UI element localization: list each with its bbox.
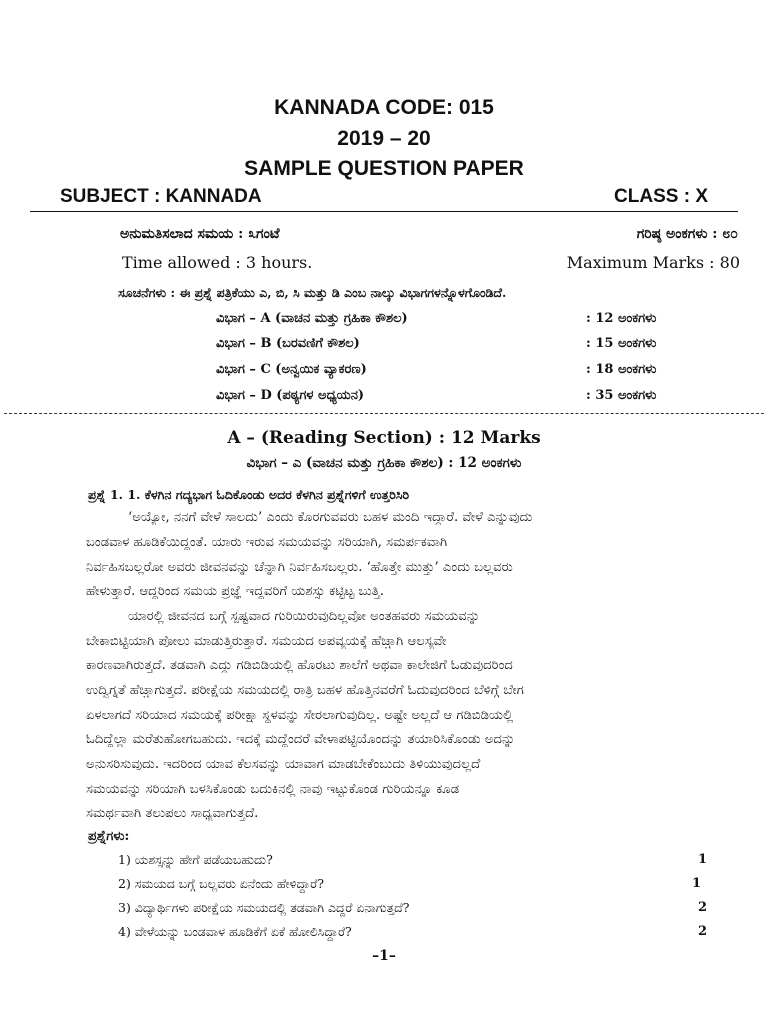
time-allowed-english: Time allowed : 3 hours. (122, 253, 313, 272)
question-item: 4) ವೇಳೆಯನ್ನು ಬಂಡವಾಳ ಹೂಡಿಕೆಗೆ ಏಕೆ ಹೋಲಿಸಿದ್ದಾರೆ? (118, 924, 352, 939)
section-a-title-english: A – (Reading Section) : 12 Marks (227, 428, 541, 448)
max-marks-english: Maximum Marks : 80 (566, 253, 740, 272)
section-c-marks: : 18 ಅಂಕಗಳು (586, 362, 657, 377)
question-item: 1) ಯಶಸ್ಸನ್ನು ಹೇಗೆ ಪಡೆಯಬಹುದು? (118, 852, 273, 867)
time-allowed-kannada: ಅನುಮತಿಸಲಾದ ಸಮಯ : ೩ಗಂಟೆ (120, 226, 280, 242)
passage-line: ಬಂಡವಾಳ ಹೂಡಿಕೆಯಿದ್ದಂತೆ. ಯಾರು ಇರುವ ಸಮಯವನ್ನು ಸರಿಯಾಗಿ, ಸಮರ್ಪಕವಾಗಿ (86, 535, 448, 550)
passage-line: ಹೇಳುತ್ತಾರೆ. ಆದ್ದರಿಂದ ಸಮಯ ಪ್ರಜ್ಞೆ ಇದ್ದವರಿಗೆ ಯಶಸ್ಸು ಕಟ್ಟಿಟ್ಟ ಬುತ್ತಿ. (86, 584, 384, 599)
header-divider (30, 211, 738, 212)
passage-line: ಅನುಸರಿಸುವುದು. ಇದರಿಂದ ಯಾವ ಕೆಲಸವನ್ನು ಯಾವಾಗ ಮಾಡಬೇಕೆಂಬುದು ತಿಳಿಯುವುದಲ್ಲದೆ (86, 757, 481, 772)
question-marks: 1 (698, 852, 708, 867)
passage-line: ಸಮರ್ಥವಾಗಿ ತಲುಪಲು ಸಾಧ್ಯವಾಗುತ್ತದೆ. (86, 806, 259, 821)
passage-line: ಬೇಕಾಬಿಟ್ಟಿಯಾಗಿ ಪೋಲು ಮಾಡುತ್ತಿರುತ್ತಾರೆ. ಸಮಯದ ಅಪವ್ಯಯಕ್ಕೆ ಹೆಚ್ಚಾಗಿ ಆಲಸ್ಯವೇ (86, 634, 447, 649)
paper-title: SAMPLE QUESTION PAPER (244, 157, 524, 180)
passage-line: ‘ಅಯ್ಯೋ, ನನಗೆ ವೇಳೆ ಸಾಲದು’ ಎಂದು ಕೊರಗುವವರು ಬಹಳ ಮಂದಿ ಇದ್ದಾರೆ. ವೇಳೆ ಎನ್ನುವುದು (128, 510, 533, 525)
paper-code: KANNADA CODE: 015 (274, 96, 494, 119)
class-label: CLASS : X (614, 186, 708, 207)
passage-line: ಕಾರಣವಾಗಿರುತ್ತದೆ. ತಡವಾಗಿ ಎದ್ದು ಗಡಿಬಿಡಿಯಲ್ಲಿ ಹೊರಟು ಶಾಲೆಗೆ ಅಥವಾ ಕಾಲೇಜಿಗೆ ಓಡುವುದರಿಂದ (86, 658, 513, 673)
section-d-marks: : 35 ಅಂಕಗಳು (586, 388, 657, 403)
section-a-marks: : 12 ಅಂಕಗಳು (586, 311, 657, 326)
question-item: 2) ಸಮಯದ ಬಗ್ಗೆ ಬಲ್ಲವರು ಏನೆಂದು ಹೇಳಿದ್ದಾರೆ? (118, 876, 324, 891)
passage-line: ಓದಿದ್ದೆಲ್ಲಾ ಮರೆತುಹೋಗಬಹುದು. ಇದಕ್ಕೆ ಮದ್ದೆಂದರೆ ವೇಳಾಪಟ್ಟಿಯೊಂದನ್ನು ತಯಾರಿಸಿಕೊಂಡು ಅದನ್ನು (86, 732, 516, 747)
section-c-label: ವಿಭಾಗ – C (ಅನ್ವಯಿಕ ವ್ಯಾಕರಣ) (216, 362, 367, 377)
question-marks: 2 (698, 924, 708, 939)
instructions: ಸೂಚನೆಗಳು : ಈ ಪ್ರಶ್ನೆ ಪತ್ರಿಕೆಯು ಎ, ಬಿ, ಸಿ ಮತ್ತು ಡಿ ಎಂಬ ನಾಲ್ಕು ವಿಭಾಗಗಳನ್ನೊಳಗೊಂಡಿದೆ. (118, 285, 507, 300)
subject-label: SUBJECT : KANNADA (60, 186, 262, 207)
passage-line: ಯಾರಲ್ಲಿ ಜೀವನದ ಬಗ್ಗೆ ಸ್ಪಷ್ಟವಾದ ಗುರಿಯಿರುವುದಿಲ್ಲವೋ ಅಂತಹವರು ಸಮಯವನ್ನು (128, 609, 481, 624)
max-marks-kannada: ಗರಿಷ್ಠ ಅಂಕಗಳು : ೮೦ (636, 226, 738, 242)
question-marks: 2 (698, 900, 708, 915)
section-a-title-kannada: ವಿಭಾಗ – ಎ (ವಾಚನ ಮತ್ತು ಗ್ರಹಿಕಾ ಕೌಶಲ) : 12 ಅಂಕಗಳು (246, 455, 522, 471)
subject-class-row (60, 186, 708, 208)
section-b-marks: : 15 ಅಂಕಗಳು (586, 336, 657, 351)
passage-line: ಉದ್ವಿಗ್ನತೆ ಹೆಚ್ಚಾಗುತ್ತದೆ. ಪರೀಕ್ಷೆಯ ಸಮಯದಲ್ಲಿ ರಾತ್ರಿ ಬಹಳ ಹೊತ್ತಿನವರೆಗೆ ಓದುವುದರಿಂದ ಬೆಳಿಗ್ಗೆ ಬೇಗ (86, 683, 524, 698)
academic-year: 2019 – 20 (337, 127, 431, 150)
passage-line: ನಿರ್ವಹಿಸಬಲ್ಲರೋ ಅವರು ಜೀವನವನ್ನು ಚೆನ್ನಾಗಿ ನಿರ್ವಹಿಸಬಲ್ಲರು. ‘ಹೊತ್ತೇ ಮುತ್ತು’ ಎಂದು ಬಲ್ಲವರು (86, 560, 513, 575)
passage-line: ಸಮಯವನ್ನು ಸರಿಯಾಗಿ ಬಳಸಿಕೊಂಡು ಬದುಕಿನಲ್ಲಿ ನಾವು ಇಟ್ಟುಕೊಂಡ ಗುರಿಯನ್ನೂ ಕೂಡ (86, 782, 460, 797)
questions-label: ಪ್ರಶ್ನೆಗಳು: (88, 829, 130, 844)
question-item: 3) ವಿದ್ಯಾರ್ಥಿಗಳು ಪರೀಕ್ಷೆಯ ಸಮಯದಲ್ಲಿ ತಡವಾಗಿ ಎದ್ದರೆ ಏನಾಗುತ್ತದೆ? (118, 900, 410, 915)
section-a-label: ವಿಭಾಗ – A (ವಾಚನ ಮತ್ತು ಗ್ರಹಿಕಾ ಕೌಶಲ) (216, 311, 408, 326)
section-b-label: ವಿಭಾಗ – B (ಬರವಣಿಗೆ ಕೌಶಲ) (216, 336, 360, 351)
section-d-label: ವಿಭಾಗ – D (ಪಠ್ಯಗಳ ಅಧ್ಯಯನ) (216, 388, 365, 403)
question-marks: 1 (692, 876, 702, 891)
section-divider (4, 413, 764, 414)
passage-line: ಏಳಲಾಗದೆ ಸರಿಯಾದ ಸಮಯಕ್ಕೆ ಪರೀಕ್ಷಾ ಸ್ಥಳವನ್ನು ಸೇರಲಾಗುವುದಿಲ್ಲ. ಅಷ್ಟೇ ಅಲ್ಲದೆ ಆ ಗಡಿಬಿಡಿಯಲ್ಲಿ (86, 708, 514, 723)
page-number: –1– (372, 948, 396, 964)
question-1-instruction: ಪ್ರಶ್ನೆ 1. 1. ಕೆಳಗಿನ ಗದ್ಯಭಾಗ ಓದಿಕೊಂಡು ಅದರ ಕೆಳಗಿನ ಪ್ರಶ್ನೆಗಳಿಗೆ ಉತ್ತರಿಸಿರಿ (88, 487, 410, 502)
